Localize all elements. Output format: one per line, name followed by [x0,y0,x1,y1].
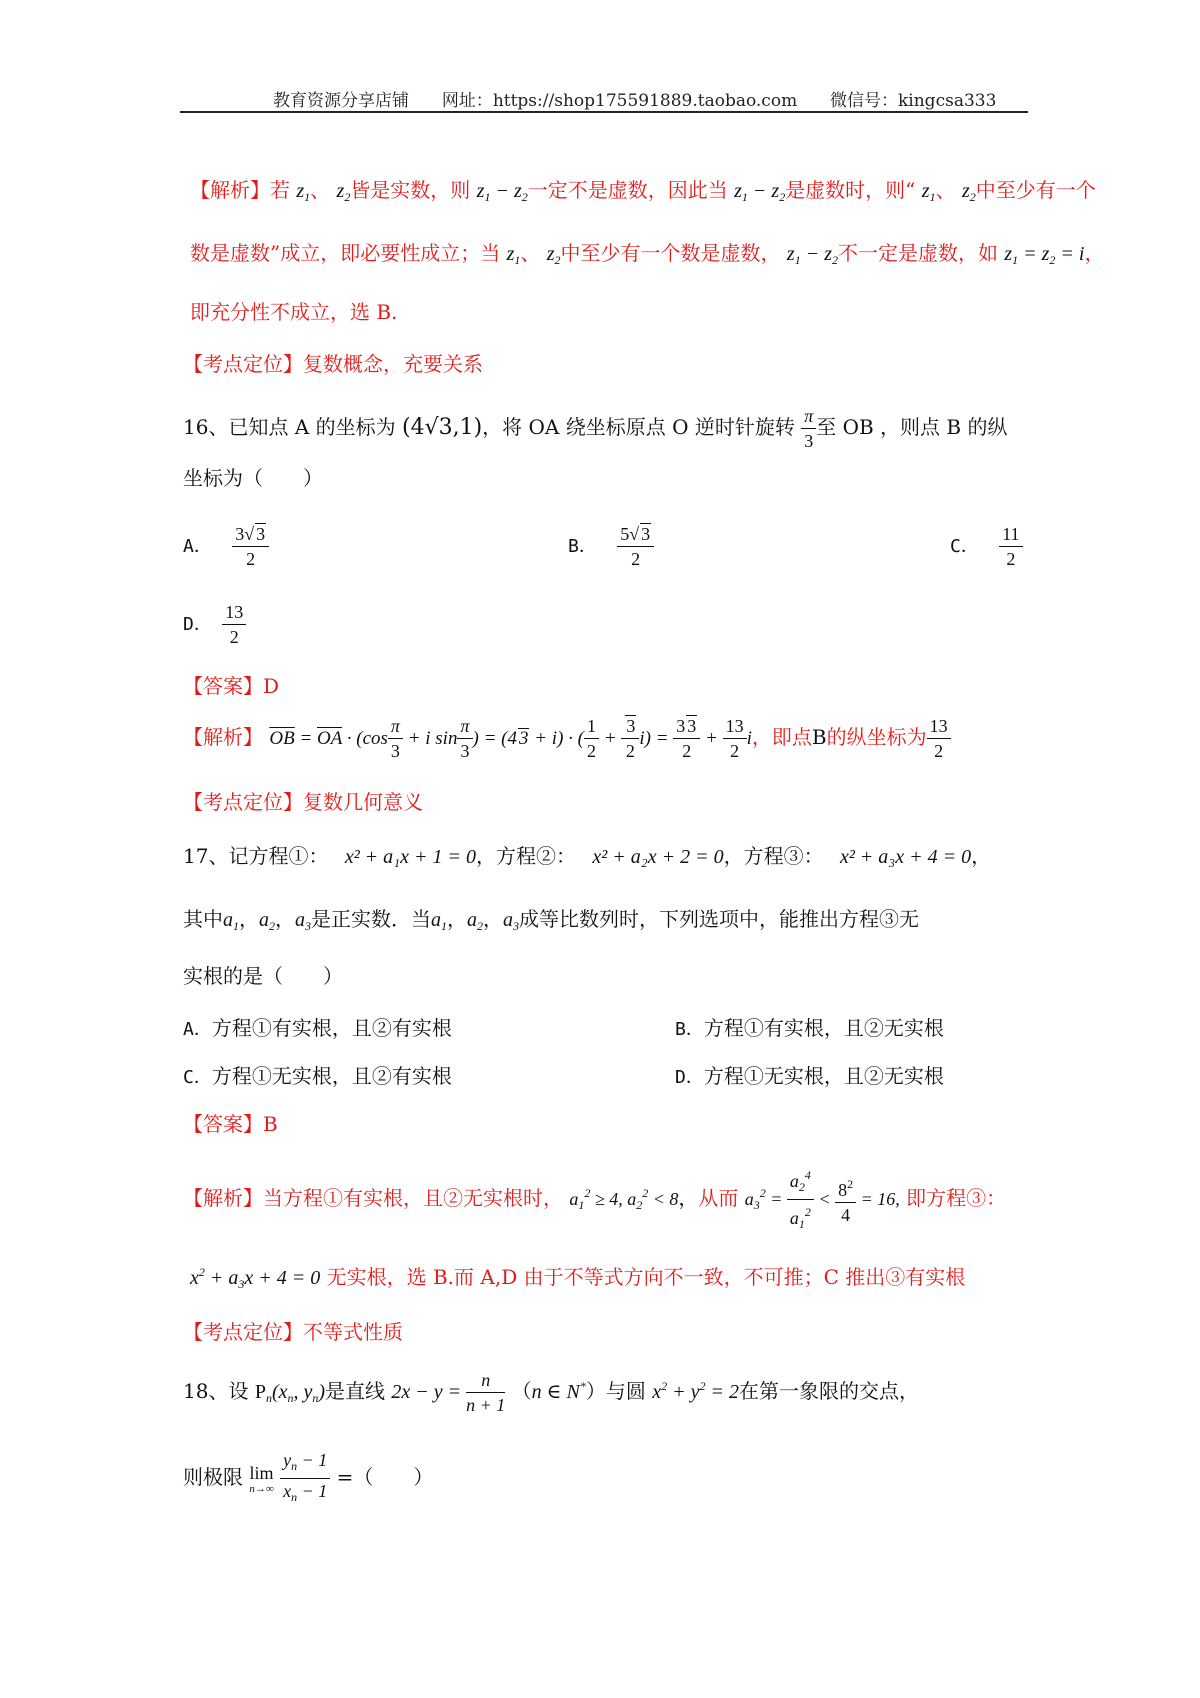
q17-stem-line3: 实根的是（ ） [183,964,343,988]
q15-analysis-line1: 【解析】若 $z_1$、 $z_2$皆是实数，则 $z_1 - z_2$一定不是虚数，因此当 $z_1 - z_2$是虚数时，则“ $z_1$、 $z_2$中至少有一个 [190,178,1096,204]
q16-option-b[interactable]: B． $\frac{5√ 3}{2}$ [568,522,654,571]
shop-name: 教育资源分享店铺 [273,91,409,111]
limit-operator: lim n→∞ [249,1462,274,1495]
q15-point: 【考点定位】复数概念，充要关系 [183,352,483,376]
q16-point: 【考点定位】复数几何意义 [183,790,423,814]
q15-analysis-line2: 数是虚数”成立，即必要性成立；当 $z_1$、 $z_2$中至少有一个数是虚数， $z_1 - z_2$不一定是虚数，如 $z_1 = z_2 = i$， [190,241,1105,267]
q17-option-c[interactable]: C．方程①无实根，且②有实根 [183,1064,452,1088]
q17-option-b[interactable]: B．方程①有实根，且②无实根 [675,1016,944,1040]
q16-option-d[interactable]: D． $\frac{13}{2}$ [183,600,246,649]
q17-stem-line2: 其中$a_1$，$a_2$，$a_3$是正实数．当$a_1$，$a_2$，$a_3$成等比数列时，下列选项中，能推出方程③无 [183,907,919,933]
q17-analysis-line2: $x^2 + a_3x + 4 = 0$ 无实根，选 B.而 A,D 由于不等式方向不一致，不可推；C 推出③有实根 [190,1265,966,1291]
equation-3: x² + a₃x + 4 = 0 [839,846,972,868]
page-header [273,86,996,111]
q16-option-a[interactable]: A． $\frac{3√ 3}{2}$ [183,522,269,571]
site-label: 网址： [441,91,493,111]
q17-point: 【考点定位】不等式性质 [183,1320,403,1344]
wechat-id: kingcsa333 [898,91,997,111]
q18-stem-line1: 18、设 $P_n(x_n$, $y_n$)是直线 2x − y = $\frac{n}{n + 1}$ （n ∈ N*）与圆 $x^2 + y^2 = 2$在第一象限的交点， [183,1370,919,1415]
q16-analysis: 【解析】 $\overline{OB} = \overline{OA} \cdot (\cos$ $\frac{\pi}{3}$ + i sin $\frac{\pi}{3}$ ) = (4 3 + i) · ( $\frac{1}{2}$ + $\frac{3}{2}$ i) = $\frac{3 3}{2}$ + $\frac{13}{2}$ i，即点B的纵坐标为 $\frac{13}{2}$ [183,714,951,763]
q17-analysis-line1: 【解析】当方程①有实根，且②无实根时， $a_1^2 \ge 4$, $a_2^2 < 8$，从而 $a_3^2$ = $\frac{a_2^4}{a_1^2}$ < $\frac{8^2}{4}$ = 16, 即方程③： [183,1163,1006,1236]
header-rule [180,111,1028,113]
equation-2: x² + a₂x + 2 = 0 [592,846,724,868]
q17-answer: 【答案】B [183,1112,278,1136]
q17-option-a[interactable]: A．方程①有实根，且②有实根 [183,1016,452,1040]
site-url: https://shop175591889.taobao.com [492,91,798,111]
coord-A: (4√3,1) [401,415,483,440]
q18-stem-line2: 则极限 lim n→∞ $\frac{y_n - 1}{x_n - 1}$ =（ ） [183,1450,434,1504]
rotation-angle: $\frac{\pi}{3}$ [801,404,816,453]
wechat-label: 微信号： [830,91,898,111]
q16-answer: 【答案】D [183,674,280,698]
equation-1: x² + a₁x + 1 = 0 [344,846,477,868]
q17-stem-line1: 17、记方程①： x² + a₁x + 1 = 0，方程②： x² + a₂x + 2 = 0，方程③： x² + a₃x + 4 = 0， [183,844,992,868]
q15-analysis-line3: 即充分性不成立，选 B. [190,300,398,324]
q16-stem-line1: 16、已知点 A 的坐标为 (4√3,1)，将 OA 绕坐标原点 O 逆时针旋转 $\frac{\pi}{3}$ 至 OB ，则点 B 的纵 [183,406,1008,451]
analysis-tag: 【解析】 [190,178,270,202]
q16-option-c[interactable]: C． $\frac{11}{2}$ [950,522,1023,571]
q16-stem-line2: 坐标为（ ） [183,466,323,490]
q17-option-d[interactable]: D．方程①无实根，且②无实根 [675,1064,944,1088]
